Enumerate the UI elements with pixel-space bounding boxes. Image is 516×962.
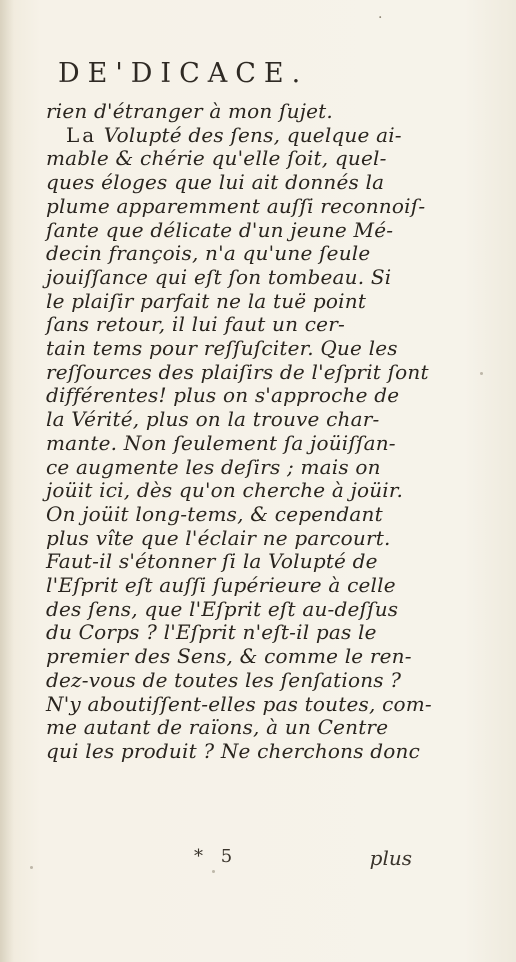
header-mark: · [378, 10, 383, 26]
text-line-21: l'Eſprit eſt auſſi ſupérieure à celle [46, 573, 396, 598]
page-footer [46, 846, 416, 870]
text-line-19: plus vîte que l'éclair ne parcourt. [46, 525, 391, 550]
text-line-10: ſans retour, il lui faut un cer- [46, 312, 345, 337]
text-line-25: dez-vous de toutes les ſenſations ? [46, 667, 402, 692]
text-line-1: rien d'étranger à mon ſujet. [46, 99, 333, 123]
text-line-20: Faut-il s'étonner ſi la Volupté de [46, 549, 378, 574]
paragraph-initial-rest: Volupté des ſens, quelque ai- [103, 122, 402, 147]
text-line-11: tain tems pour reſſuſciter. Que les [46, 336, 398, 361]
text-line-8: jouiſſance qui eſt ſon tombeau. Si [46, 264, 392, 289]
text-line-7: decin françois, n'a qu'une ſeule [46, 241, 371, 266]
paper-speck [480, 372, 483, 375]
text-line-17: joüit ici, dès qu'on cherche à joüir. [46, 478, 404, 503]
text-line-4: ques éloges que lui ait donnés la [46, 170, 385, 195]
text-line-27: me autant de raïons, à un Centre [46, 715, 389, 740]
text-line-23: du Corps ? l'Eſprit n'eſt-il pas le [46, 620, 377, 645]
catchword: plus [369, 846, 412, 870]
text-line-24: premier des Sens, & comme le ren- [46, 644, 412, 669]
text-line-5: plume apparemment auſſi reconnoiſ- [46, 193, 426, 218]
text-line-12: reſſources des plaiſirs de l'eſprit ſont [46, 359, 429, 384]
running-head: DE'DICACE. [58, 58, 309, 89]
text-line-15: mante. Non ſeulement ſa joüiſſan- [46, 430, 396, 455]
paper-speck [212, 870, 215, 873]
text-line-16: ce augmente les deſirs ; mais on [46, 454, 381, 479]
text-line-14: la Vérité, plus on la trouve char- [46, 407, 380, 432]
signature-mark: * 5 [194, 846, 239, 867]
text-line-26: N'y aboutiſſent-elles pas toutes, com- [46, 691, 432, 716]
text-line-22: des ſens, que l'Eſprit eſt au-deſſus [46, 596, 399, 621]
text-line-28: qui les produit ? Ne cherchons donc [46, 738, 420, 763]
text-line-2 [46, 124, 416, 148]
text-line-13: différentes! plus on s'approche de [46, 383, 400, 408]
text-line-6: ſante que délicate d'un jeune Mé- [46, 217, 394, 242]
paragraph-initial: La [66, 122, 98, 147]
paper-speck [30, 866, 33, 869]
text-line-18: On joüit long-tems, & cependant [46, 501, 383, 526]
page-body-text [46, 99, 432, 764]
text-line-9: le plaiſir parfait ne la tuë point [46, 288, 367, 313]
text-line-3: mable & chérie qu'elle ſoit, quel- [46, 146, 387, 171]
gutter-shadow [0, 0, 14, 962]
